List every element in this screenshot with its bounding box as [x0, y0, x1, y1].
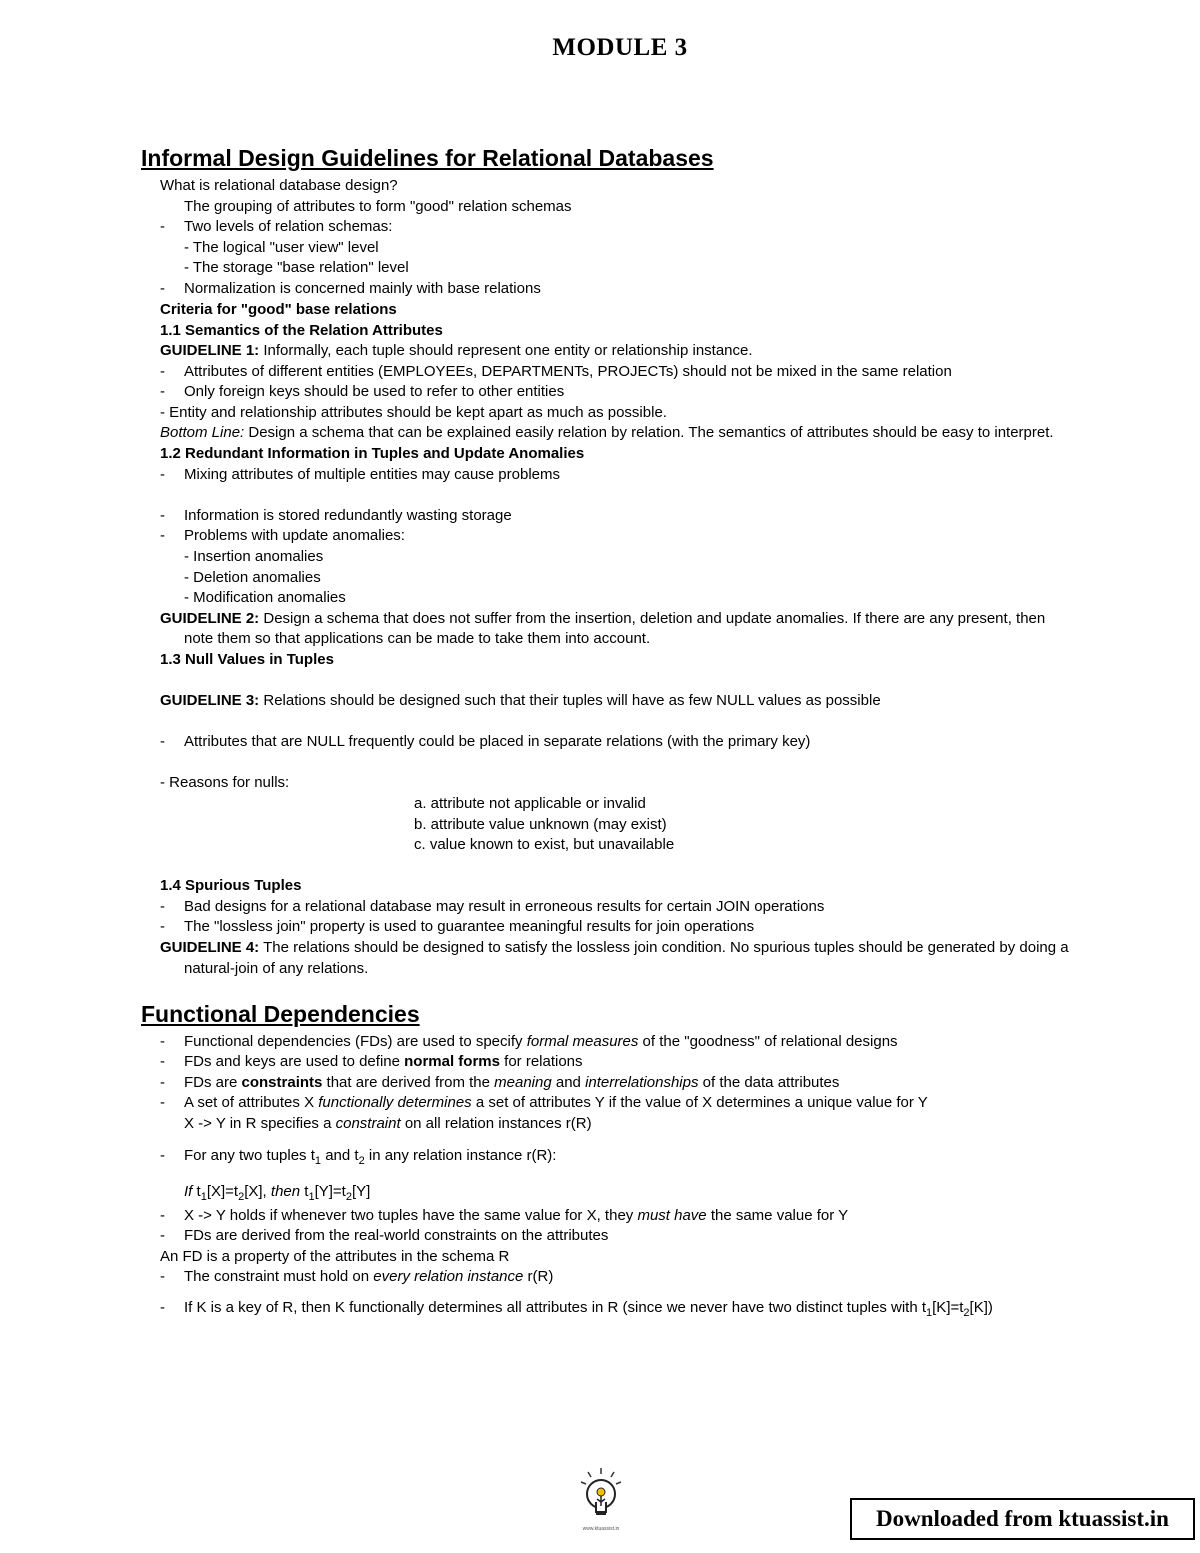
- bottom-line-text: Design a schema that can be explained easily relation by relation. The semantics of attributes should be easy to interpret.: [244, 424, 1054, 441]
- guideline-4-continuation: natural-join of any relations.: [184, 960, 369, 977]
- guideline-1-label: GUIDELINE 1:: [160, 342, 260, 359]
- bullet-dash: -: [160, 1227, 165, 1244]
- guideline-1-bullet-2: Only foreign keys should be used to refer to other entities: [184, 383, 565, 400]
- fd-bullet-8-emph: every relation instance: [373, 1268, 524, 1285]
- fd-bullet-3-text: FDs are: [184, 1074, 242, 1091]
- fd-formula-line: [184, 1182, 370, 1207]
- fd-bullet-7: FDs are derived from the real-world constraints on the attributes: [184, 1227, 609, 1244]
- fd-bullet-8-text: The constraint must hold on: [184, 1268, 374, 1285]
- fd-bullet-1-text: Functional dependencies (FDs) are used to specify: [184, 1033, 527, 1050]
- fd-bullet-1-text-end: of the "goodness" of relational designs: [638, 1033, 898, 1050]
- bullet-dash: -: [160, 383, 165, 400]
- subscript: 2: [238, 1191, 245, 1203]
- guideline-3-line: [160, 691, 881, 711]
- bullet-dash: -: [160, 527, 165, 544]
- formula-part: t: [300, 1183, 309, 1200]
- fd-bullet-2: [184, 1052, 583, 1072]
- bullet-dash: -: [160, 363, 165, 380]
- fd-bullet-5-text: For any two tuples t: [184, 1147, 315, 1164]
- formula-part: [X]=t: [206, 1183, 239, 1200]
- formula-part: [Y]=t: [314, 1183, 346, 1200]
- fd-bullet-9-text-end: [K]): [969, 1299, 993, 1316]
- fd-bullet-5-text-2: and t: [321, 1147, 359, 1164]
- reason-c: c. value known to exist, but unavailable: [414, 836, 675, 853]
- logo-caption: www.ktuassist.in: [582, 1526, 620, 1532]
- subscript: 1: [308, 1191, 315, 1203]
- bullet-dash: -: [160, 280, 165, 297]
- fd-bullet-3-text-end: of the data attributes: [698, 1074, 840, 1091]
- bullet-dash: -: [160, 1207, 165, 1224]
- reasons-for-nulls: - Reasons for nulls:: [160, 774, 290, 791]
- guideline-2-text: Design a schema that does not suffer from the insertion, deletion and update anomalies. If there are any present, then: [259, 610, 1046, 627]
- guideline-3-text: Relations should be designed such that their tuples will have as few NULL values as possible: [259, 692, 881, 709]
- subscript: 2: [345, 1191, 352, 1203]
- reason-a: a. attribute not applicable or invalid: [414, 795, 646, 812]
- module-title: MODULE 3: [552, 34, 688, 61]
- fd-bullet-6-text-end: the same value for Y: [706, 1207, 849, 1224]
- formula-part: t: [192, 1183, 201, 1200]
- answer-line: The grouping of attributes to form "good" relation schemas: [184, 198, 572, 215]
- fd-bullet-6-emph: must have: [637, 1207, 707, 1224]
- logical-level-line: - The logical "user view" level: [184, 239, 379, 256]
- fd-bullet-2-text: FDs and keys are used to define: [184, 1053, 405, 1070]
- bottom-line: [160, 423, 1054, 443]
- section-heading-informal-design: Informal Design Guidelines for Relational Databases: [141, 145, 714, 171]
- bullet-dash: -: [160, 1053, 165, 1070]
- ktuassist-logo: [576, 1466, 626, 1532]
- two-levels-line: Two levels of relation schemas:: [184, 218, 393, 235]
- bullet-dash: -: [160, 733, 165, 750]
- guideline-4-text: The relations should be designed to satisfy the lossless join condition. No spurious tuples should be generated by doing a: [259, 939, 1069, 956]
- subsection-1-1-heading: 1.1 Semantics of the Relation Attributes: [160, 322, 443, 339]
- guideline-2-continuation: note them so that applications can be made to take them into account.: [184, 630, 651, 647]
- fd-bullet-9-text: If K is a key of R, then K functionally determines all attributes in R (since we never have two distinct tuples with t: [184, 1299, 927, 1316]
- formula-part: [Y]: [351, 1183, 371, 1200]
- bullet-dash: -: [160, 1147, 165, 1164]
- fd-bullet-3-emph-1: constraints: [241, 1074, 323, 1091]
- guideline-4-label: GUIDELINE 4:: [160, 939, 260, 956]
- fd-bullet-8: [184, 1267, 553, 1287]
- bullet-dash: -: [160, 918, 165, 935]
- fd-constraint-text-end: on all relation instances r(R): [400, 1115, 592, 1132]
- s12-bullet-2: Information is stored redundantly wasting storage: [184, 507, 512, 524]
- criteria-heading: Criteria for "good" base relations: [160, 301, 397, 318]
- deletion-anomalies: - Deletion anomalies: [184, 569, 321, 586]
- guideline-1-text: Informally, each tuple should represent one entity or relationship instance.: [259, 342, 753, 359]
- s12-bullet-3: Problems with update anomalies:: [184, 527, 405, 544]
- fd-bullet-3: [184, 1073, 839, 1093]
- guideline-1-line: [160, 341, 753, 361]
- fd-bullet-1-emph: formal measures: [526, 1033, 639, 1050]
- guideline-1-bullet-1: Attributes of different entities (EMPLOYEEs, DEPARTMENTs, PROJECTs) should not be mixed in the same relation: [184, 363, 952, 380]
- guideline-4-line: [160, 938, 1069, 958]
- subscript: 2: [963, 1307, 970, 1319]
- lightbulb-icon: [576, 1466, 626, 1532]
- bullet-dash: -: [160, 218, 165, 235]
- subsection-1-3-heading: 1.3 Null Values in Tuples: [160, 651, 334, 668]
- fd-bullet-9-text-2: [K]=t: [932, 1299, 964, 1316]
- s14-bullet-1: Bad designs for a relational database may result in erroneous results for certain JOIN operations: [184, 898, 825, 915]
- fd-bullet-2-emph: normal forms: [404, 1053, 500, 1070]
- fd-bullet-3-text-2: that are derived from the: [322, 1074, 495, 1091]
- subscript: 1: [314, 1155, 322, 1167]
- bullet-dash: -: [160, 1094, 165, 1111]
- subscript: 1: [926, 1307, 933, 1319]
- reason-b: b. attribute value unknown (may exist): [414, 816, 667, 833]
- fd-bullet-4-emph: functionally determines: [318, 1094, 472, 1111]
- question-line: What is relational database design?: [160, 177, 398, 194]
- bottom-line-label: Bottom Line:: [160, 424, 245, 441]
- fd-bullet-1: [184, 1032, 898, 1052]
- fd-constraint-text: X -> Y in R specifies a: [184, 1115, 336, 1132]
- formula-if: If: [184, 1183, 193, 1200]
- guideline-2-label: GUIDELINE 2:: [160, 610, 260, 627]
- section-heading-functional-dependencies: Functional Dependencies: [141, 1001, 420, 1027]
- fd-constraint-line: [184, 1114, 592, 1134]
- downloaded-from-box: [850, 1498, 1195, 1540]
- s14-bullet-2: The "lossless join" property is used to guarantee meaningful results for join operations: [184, 918, 755, 935]
- s12-bullet-1: Mixing attributes of multiple entities may cause problems: [184, 466, 560, 483]
- fd-property-line: An FD is a property of the attributes in the schema R: [160, 1248, 510, 1265]
- fd-bullet-4-text-end: a set of attributes Y if the value of X determines a unique value for Y: [471, 1094, 928, 1111]
- fd-bullet-6-text: X -> Y holds if whenever two tuples have the same value for X, they: [184, 1207, 638, 1224]
- fd-constraint-emph: constraint: [335, 1115, 401, 1132]
- bullet-dash: -: [160, 1033, 165, 1050]
- bullet-dash: -: [160, 507, 165, 524]
- subsection-1-2-heading: 1.2 Redundant Information in Tuples and Update Anomalies: [160, 445, 585, 462]
- bullet-dash: -: [160, 1268, 165, 1285]
- fd-bullet-9: [184, 1298, 993, 1323]
- subscript: 1: [200, 1191, 207, 1203]
- bullet-dash: -: [160, 898, 165, 915]
- fd-bullet-5: [184, 1146, 556, 1171]
- fd-bullet-3-emph-3: interrelationships: [585, 1074, 699, 1091]
- fd-bullet-8-text-end: r(R): [523, 1268, 554, 1285]
- normalization-line: Normalization is concerned mainly with base relations: [184, 280, 541, 297]
- fd-bullet-6: [184, 1206, 848, 1226]
- insertion-anomalies: - Insertion anomalies: [184, 548, 324, 565]
- formula-part: [X],: [244, 1183, 271, 1200]
- fd-bullet-2-text-end: for relations: [499, 1053, 583, 1070]
- fd-bullet-4: [184, 1093, 928, 1113]
- modification-anomalies: - Modification anomalies: [184, 589, 346, 606]
- storage-level-line: - The storage "base relation" level: [184, 259, 409, 276]
- fd-bullet-4-text: A set of attributes X: [184, 1094, 319, 1111]
- guideline-3-bullet-1: Attributes that are NULL frequently could be placed in separate relations (with the primary key): [184, 733, 811, 750]
- guideline-2-line: [160, 609, 1045, 629]
- guideline-1-bullet-3: - Entity and relationship attributes should be kept apart as much as possible.: [160, 404, 667, 421]
- subscript: 2: [358, 1155, 365, 1167]
- bullet-dash: -: [160, 1074, 165, 1091]
- guideline-3-label: GUIDELINE 3:: [160, 692, 260, 709]
- fd-bullet-3-text-3: and: [551, 1074, 586, 1091]
- bullet-dash: -: [160, 466, 165, 483]
- bullet-dash: -: [160, 1299, 165, 1316]
- fd-bullet-5-text-end: in any relation instance r(R):: [364, 1147, 557, 1164]
- fd-bullet-3-emph-2: meaning: [494, 1074, 552, 1091]
- downloaded-from-text: Downloaded from ktuassist.in: [876, 1506, 1169, 1531]
- subsection-1-4-heading: 1.4 Spurious Tuples: [160, 877, 302, 894]
- formula-then: then: [270, 1183, 301, 1200]
